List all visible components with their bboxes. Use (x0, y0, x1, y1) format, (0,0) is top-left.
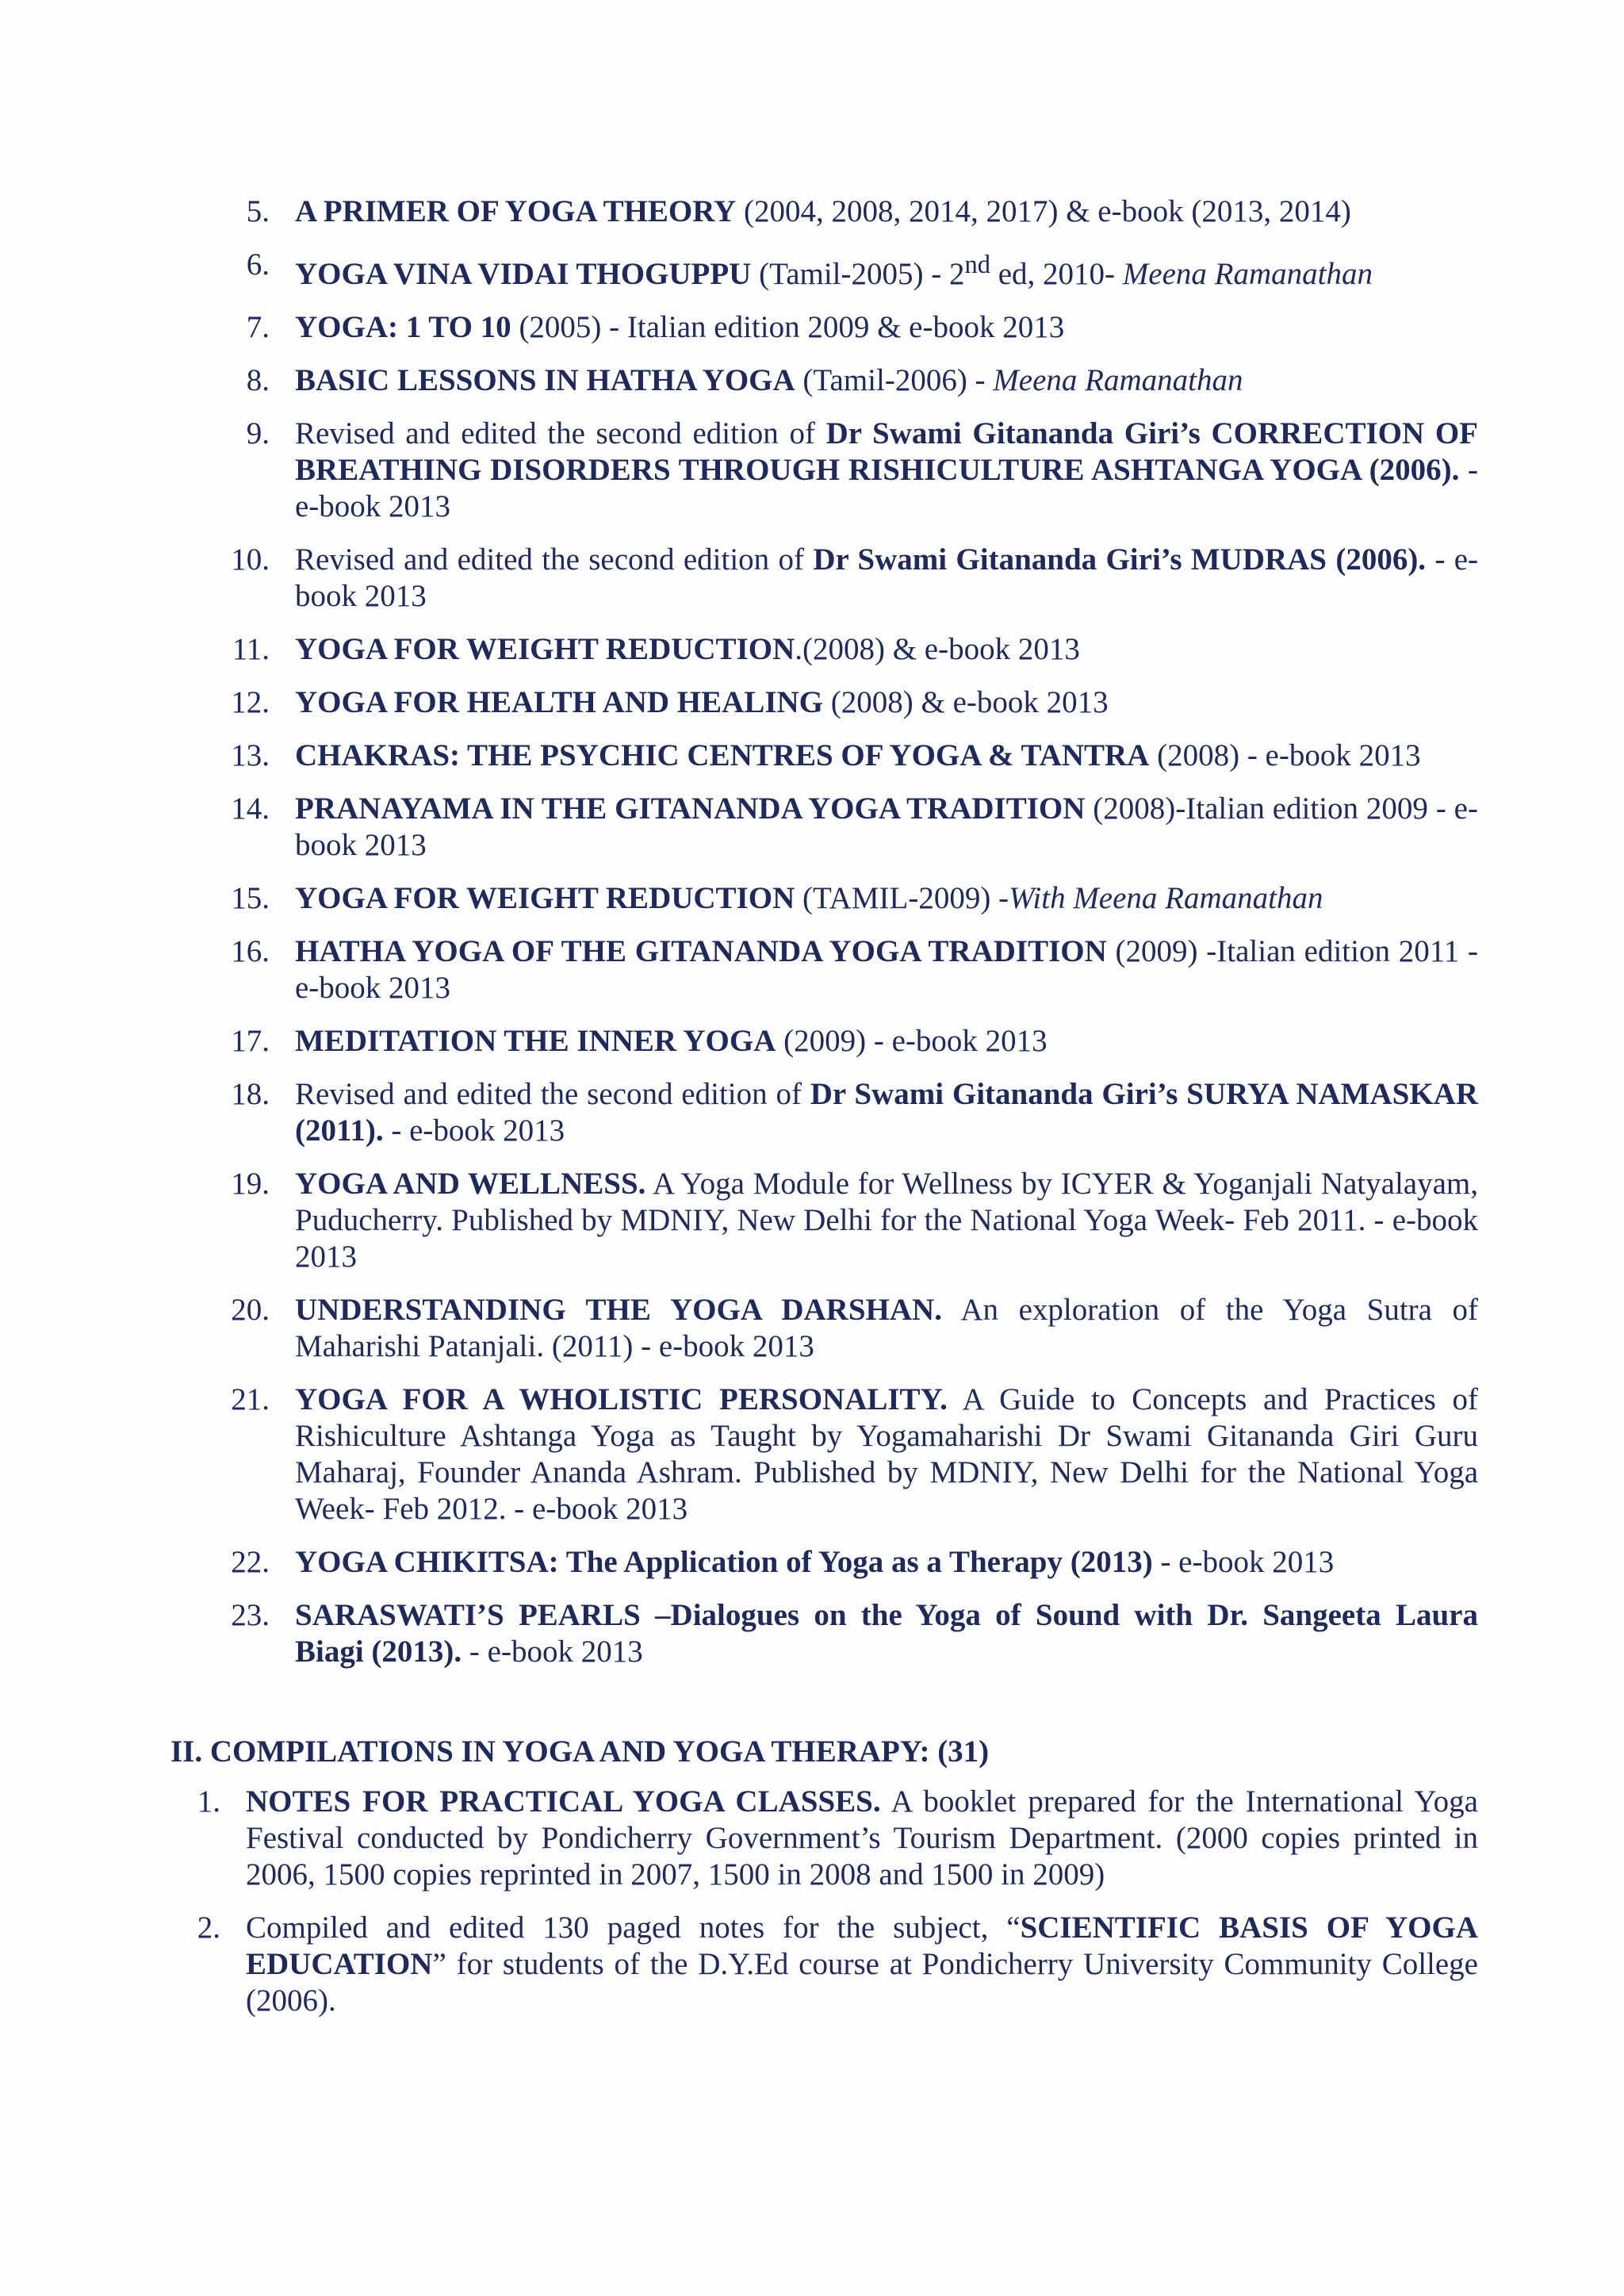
detail-text: - e-book 2013 (1152, 1545, 1335, 1579)
section-heading-compilations: II. COMPILATIONS IN YOGA AND YOGA THERAPY: (31) (170, 1734, 990, 1769)
author-text: Meena Ramanathan (993, 363, 1243, 397)
item-number: 9. (246, 416, 270, 450)
list-item (0, 542, 1478, 615)
list-item (0, 1544, 1478, 1581)
title-text: SCIENTIFIC BASIS OF YOGA EDUCATION (246, 1911, 1478, 1981)
item-number: 12. (231, 685, 270, 719)
title-text: SARASWATI’S PEARLS –Dialogues on the Yoga of Sound with Dr. Sangeeta Laura Biagi (2013). (295, 1598, 1478, 1669)
title-text: Dr Swami Gitananda Giri’s SURYA NAMASKAR (2011). (295, 1077, 1478, 1148)
item-number: 8. (246, 363, 270, 397)
detail-text: Revised and edited the second edition of (295, 416, 826, 450)
item-number: 17. (231, 1024, 270, 1058)
item-number: 20. (231, 1293, 270, 1327)
title-text: MEDITATION THE INNER YOGA (295, 1024, 776, 1058)
detail-text: - e-book 2013 (295, 453, 1478, 523)
detail-text: (Tamil-2005) - 2 (751, 257, 965, 291)
list-item (0, 1910, 1478, 2019)
list-item (0, 194, 1478, 230)
title-text: NOTES FOR PRACTICAL YOGA CLASSES. (246, 1784, 881, 1819)
detail-text: A booklet prepared for the International Yoga Festival conducted by Pondicherry Government’s Tourism Department. (2000 copies printed in 2006, 1500 copies reprinted in 2007, 1500 in 2008 and 1500 in 2009) (246, 1784, 1478, 1892)
list-item (0, 1076, 1478, 1149)
item-number: 10. (231, 542, 270, 577)
title-text: BASIC LESSONS IN HATHA YOGA (295, 363, 795, 397)
list-item (0, 933, 1478, 1006)
title-text: PRANAYAMA IN THE GITANANDA YOGA TRADITION (295, 792, 1086, 826)
title-text: Dr Swami Gitananda Giri’s MUDRAS (2006). (813, 542, 1427, 577)
item-number: 22. (231, 1545, 270, 1579)
list-item (0, 1023, 1478, 1060)
detail-text: ” for students of the D.Y.Ed course at Pondicherry University Community College (2006). (246, 1947, 1478, 2018)
list-item (0, 362, 1478, 399)
detail-text: (2008) & e-book 2013 (823, 685, 1109, 719)
title-text: Dr Swami Gitananda Giri’s CORRECTION OF BREATHING DISORDERS THROUGH RISHICULTURE ASHTANGA YOGA (2006). (295, 416, 1478, 487)
detail-text: - e-book 2013 (383, 1114, 565, 1148)
title-text: YOGA FOR A WHOLISTIC PERSONALITY. (295, 1382, 948, 1416)
item-number: 18. (231, 1077, 270, 1111)
item-number: 5. (246, 194, 270, 228)
detail-text: ed, 2010- (990, 257, 1123, 291)
item-number: 14. (231, 792, 270, 826)
list-item (0, 1166, 1478, 1275)
list-item (0, 1292, 1478, 1365)
list-item (0, 631, 1478, 668)
item-number: 16. (231, 934, 270, 968)
list-item (0, 309, 1478, 346)
item-number: 6. (246, 247, 270, 282)
title-text: YOGA AND WELLNESS. (295, 1167, 646, 1201)
item-number: 2. (197, 1911, 220, 1945)
compilations-list (0, 1784, 1624, 2036)
list-item (0, 1382, 1478, 1527)
detail-text: - e-book 2013 (462, 1635, 643, 1669)
detail-text: (2008) - e-book 2013 (1149, 738, 1421, 772)
title-text: CHAKRAS: THE PSYCHIC CENTRES OF YOGA & TANTRA (295, 738, 1150, 772)
title-text: YOGA FOR WEIGHT REDUCTION (295, 632, 795, 666)
title-text: UNDERSTANDING THE YOGA DARSHAN. (295, 1293, 942, 1327)
detail-text: (2009) -Italian edition 2011 - e-book 2013 (295, 934, 1478, 1005)
title-text: YOGA CHIKITSA: The Application of Yoga as a Therapy (2013) (295, 1545, 1153, 1579)
item-number: 7. (246, 310, 270, 344)
detail-text: (2004, 2008, 2014, 2017) & e-book (2013, 2014) (736, 194, 1351, 228)
item-number: 19. (231, 1167, 270, 1201)
list-item (0, 1597, 1478, 1670)
publications-list (0, 194, 1624, 1687)
detail-text: A Yoga Module for Wellness by ICYER & Yoganjali Natyalayam, Puducherry. Published by MDNIY, New Delhi for the National Yoga Week- Feb 2011. - e-book 2013 (295, 1167, 1478, 1274)
list-item (0, 247, 1478, 293)
detail-text: (Tamil-2006) - (795, 363, 994, 397)
title-text: YOGA VINA VIDAI THOGUPPU (295, 257, 752, 291)
title-text: YOGA: 1 TO 10 (295, 310, 511, 344)
detail-text: (TAMIL-2009) - (795, 881, 1009, 915)
list-item (0, 880, 1478, 917)
detail-text: Revised and edited the second edition of (295, 542, 814, 577)
detail-text: .(2008) & e-book 2013 (795, 632, 1080, 666)
title-text: YOGA FOR HEALTH AND HEALING (295, 685, 824, 719)
author-text: With Meena Ramanathan (1009, 881, 1323, 915)
item-number: 21. (231, 1382, 270, 1416)
list-item (0, 738, 1478, 774)
detail-text: Compiled and edited 130 paged notes for the subject, “ (246, 1911, 1021, 1945)
superscript-text: nd (964, 251, 990, 279)
detail-text: Revised and edited the second edition of (295, 1077, 810, 1111)
detail-text: - e-book 2013 (295, 542, 1479, 613)
title-text: HATHA YOGA OF THE GITANANDA YOGA TRADITION (295, 934, 1107, 968)
item-number: 1. (197, 1784, 220, 1819)
author-text: Meena Ramanathan (1122, 257, 1373, 291)
list-item (0, 684, 1478, 721)
title-text: A PRIMER OF YOGA THEORY (295, 194, 737, 228)
detail-text: An exploration of the Yoga Sutra of Maharishi Patanjali. (2011) - e-book 2013 (295, 1293, 1478, 1363)
title-text: YOGA FOR WEIGHT REDUCTION (295, 881, 795, 915)
list-item (0, 416, 1478, 525)
item-number: 15. (231, 881, 270, 915)
list-item (0, 1784, 1478, 1893)
item-number: 11. (232, 632, 270, 666)
detail-text: (2009) - e-book 2013 (776, 1024, 1048, 1058)
list-item (0, 791, 1478, 864)
detail-text: A Guide to Concepts and Practices of Rishiculture Ashtanga Yoga as Taught by Yogamaharishi Dr Swami Gitananda Giri Guru Maharaj, Founder Ananda Ashram. Published by MDNIY, New Delhi for the National Yoga Week- Feb 2012. - e-book 2013 (295, 1382, 1479, 1526)
detail-text: (2005) - Italian edition 2009 & e-book 2013 (511, 310, 1065, 344)
detail-text: (2008)-Italian edition 2009 - e-book 2013 (295, 792, 1478, 862)
item-number: 13. (231, 738, 270, 772)
item-number: 23. (231, 1598, 270, 1632)
